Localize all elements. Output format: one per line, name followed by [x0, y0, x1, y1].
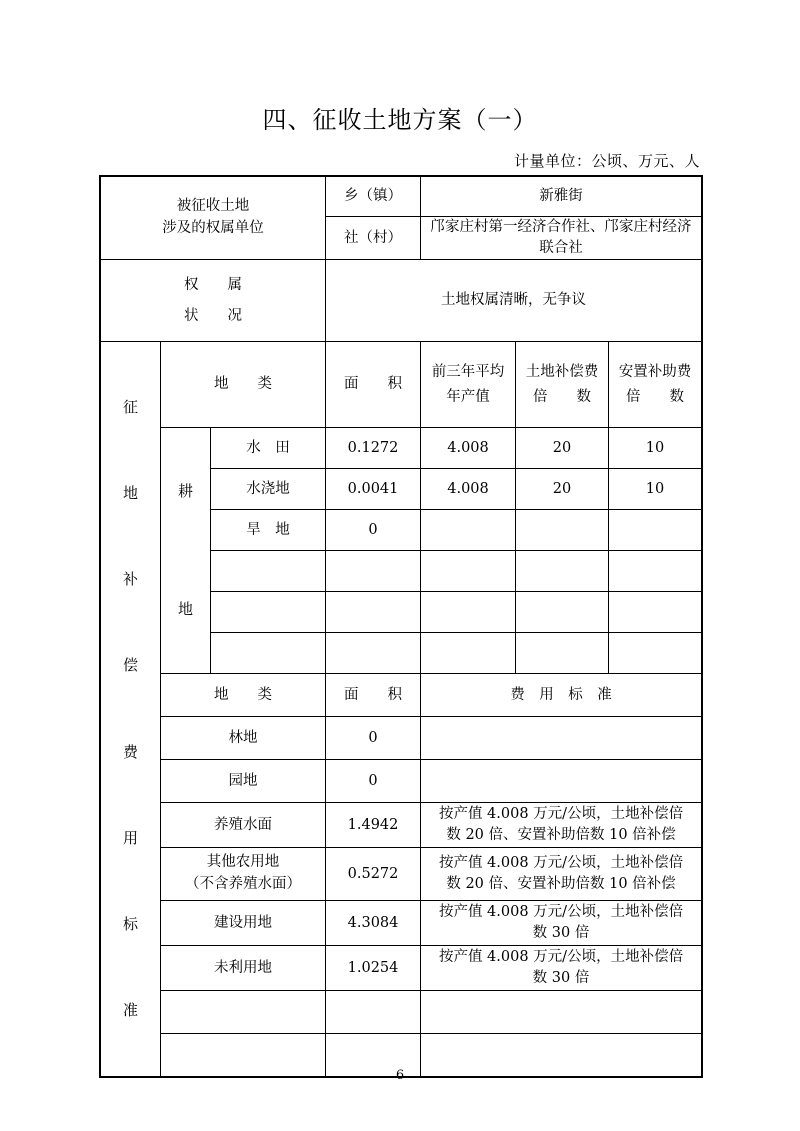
header-land-type-b: 地 类 — [161, 674, 326, 717]
header-avg-yield — [421, 342, 516, 428]
side-label-char-5: 用 — [122, 828, 138, 847]
cell-fee-standard — [421, 717, 702, 760]
cell-fee-standard — [421, 991, 702, 1034]
page-number: 6 — [395, 1068, 405, 1083]
cell-land-comp-multiple: 20 — [516, 469, 609, 510]
table-row-aquaculture-surface — [101, 803, 702, 848]
cell-land-comp-multiple — [516, 592, 609, 633]
cell-fee-standard — [421, 848, 702, 901]
cultivated-land-vertical-text — [161, 433, 210, 668]
cell-area — [326, 633, 421, 674]
cell-area: 0 — [326, 510, 421, 551]
township-label: 乡（镇） — [326, 177, 421, 217]
header-resettlement-multiple — [609, 342, 702, 428]
page-title: 四、征收土地方案（一） — [262, 106, 538, 134]
cell-land-type-line1: 其他农用地 — [206, 854, 280, 871]
header-avg-yield-line2: 年产值 — [446, 388, 490, 405]
cell-area — [326, 592, 421, 633]
cultivated-land-char-1: 地 — [177, 599, 193, 618]
cell-fee-standard — [421, 803, 702, 848]
table-row-township — [101, 177, 702, 217]
header-land-compensation-multiple — [516, 342, 609, 428]
cell-resettle-multiple — [609, 510, 702, 551]
cell-area: 0 — [326, 760, 421, 803]
cell-area: 1.4942 — [326, 803, 421, 848]
cell-fee-standard — [421, 760, 702, 803]
cell-land-type: 旱 地 — [211, 510, 326, 551]
ownership-status-label — [101, 260, 326, 342]
cell-area: 0.0041 — [326, 469, 421, 510]
cell-area — [326, 991, 421, 1034]
side-label-char-1: 地 — [122, 483, 138, 502]
cell-fee-standard — [421, 901, 702, 946]
acquired-land-units-label — [101, 177, 326, 260]
fee-line1: 按产值 4.008 万元/公顷，土地补偿倍 — [438, 806, 684, 823]
ownership-status-label-line1: 权 属 — [184, 277, 242, 294]
cell-resettle-multiple — [609, 551, 702, 592]
table-row-other-agricultural-land — [101, 848, 702, 901]
cell-land-type — [161, 848, 326, 901]
township-value: 新雅街 — [421, 177, 702, 217]
cell-land-type: 林地 — [161, 717, 326, 760]
cell-area — [326, 551, 421, 592]
header-resettle-line1: 安置补助费 — [618, 363, 692, 380]
measurement-unit-note: 计量单位：公顷、万元、人 — [513, 152, 700, 170]
table-row-header-a — [101, 342, 702, 428]
cell-resettle-multiple: 10 — [609, 469, 702, 510]
cell-area: 0.5272 — [326, 848, 421, 901]
cell-land-comp-multiple: 20 — [516, 428, 609, 469]
cell-resettle-multiple: 10 — [609, 428, 702, 469]
cell-land-type: 水 田 — [211, 428, 326, 469]
header-resettle-line2: 倍 数 — [626, 388, 685, 405]
side-label-compensation-standard — [101, 342, 161, 1077]
side-label-char-7: 准 — [122, 1001, 138, 1020]
table-row-paddy-field — [101, 428, 702, 469]
side-label-char-4: 费 — [122, 742, 138, 761]
cell-resettle-multiple — [609, 592, 702, 633]
table-row-ownership-status — [101, 260, 702, 342]
cell-land-type: 未利用地 — [161, 946, 326, 991]
header-area-a: 面 积 — [326, 342, 421, 428]
header-land-comp-line1: 土地补偿费 — [525, 363, 599, 380]
side-label-char-0: 征 — [122, 397, 138, 416]
acquired-land-label-line1: 被征收土地 — [176, 198, 250, 215]
cell-avg-yield: 4.008 — [421, 469, 516, 510]
cell-land-type: 养殖水面 — [161, 803, 326, 848]
cell-land-type — [211, 633, 326, 674]
side-label-vertical-text — [101, 364, 160, 1054]
table-row-construction-land — [101, 901, 702, 946]
fee-line2: 数 30 倍 — [532, 925, 590, 942]
side-label-char-3: 偿 — [122, 656, 138, 675]
village-value: 邝家庄村第一经济合作社、邝家庄村经济联合社 — [421, 217, 702, 260]
fee-line1: 按产值 4.008 万元/公顷，土地补偿倍 — [438, 904, 684, 921]
fee-line1: 按产值 4.008 万元/公顷，土地补偿倍 — [438, 949, 684, 966]
land-acquisition-form-table — [100, 176, 702, 1077]
cell-land-type — [211, 551, 326, 592]
ownership-status-value: 土地权属清晰，无争议 — [326, 260, 702, 342]
cell-land-type: 建设用地 — [161, 901, 326, 946]
cultivated-land-char-0: 耕 — [177, 482, 193, 501]
header-fee-standard: 费 用 标 准 — [421, 674, 702, 717]
table-row-forest-land — [101, 717, 702, 760]
fee-line2: 数 20 倍、安置补助倍数 10 倍补偿 — [446, 876, 676, 893]
cell-avg-yield — [421, 551, 516, 592]
cell-land-type — [211, 592, 326, 633]
cell-fee-standard — [421, 946, 702, 991]
cell-resettle-multiple — [609, 633, 702, 674]
side-label-char-6: 标 — [122, 915, 138, 934]
fee-line2: 数 30 倍 — [532, 970, 590, 987]
cell-land-comp-multiple — [516, 551, 609, 592]
header-land-type-a: 地 类 — [161, 342, 326, 428]
ownership-status-label-line2: 状 况 — [184, 307, 242, 324]
cell-land-type — [161, 991, 326, 1034]
cell-area: 0 — [326, 717, 421, 760]
cultivated-land-label — [161, 428, 211, 674]
header-area-b: 面 积 — [326, 674, 421, 717]
cell-avg-yield — [421, 592, 516, 633]
cell-land-comp-multiple — [516, 633, 609, 674]
fee-line2: 数 20 倍、安置补助倍数 10 倍补偿 — [446, 827, 676, 844]
cell-land-comp-multiple — [516, 510, 609, 551]
header-avg-yield-line1: 前三年平均 — [431, 363, 505, 380]
cell-area: 0.1272 — [326, 428, 421, 469]
fee-line1: 按产值 4.008 万元/公顷，土地补偿倍 — [438, 855, 684, 872]
table-row-empty — [101, 991, 702, 1034]
table-row-garden-land — [101, 760, 702, 803]
table-row-unused-land — [101, 946, 702, 991]
village-label: 社（村） — [326, 217, 421, 260]
side-label-char-2: 补 — [122, 570, 138, 589]
cell-area: 1.0254 — [326, 946, 421, 991]
cell-avg-yield — [421, 510, 516, 551]
cell-land-type-line2: （不含养殖水面） — [185, 876, 301, 893]
acquired-land-label-line2: 涉及的权属单位 — [162, 220, 264, 237]
cell-avg-yield: 4.008 — [421, 428, 516, 469]
cell-land-type: 园地 — [161, 760, 326, 803]
table-row-header-b — [101, 674, 702, 717]
cell-land-type: 水浇地 — [211, 469, 326, 510]
header-land-comp-line2: 倍 数 — [533, 388, 592, 405]
cell-area: 4.3084 — [326, 901, 421, 946]
cell-avg-yield — [421, 633, 516, 674]
